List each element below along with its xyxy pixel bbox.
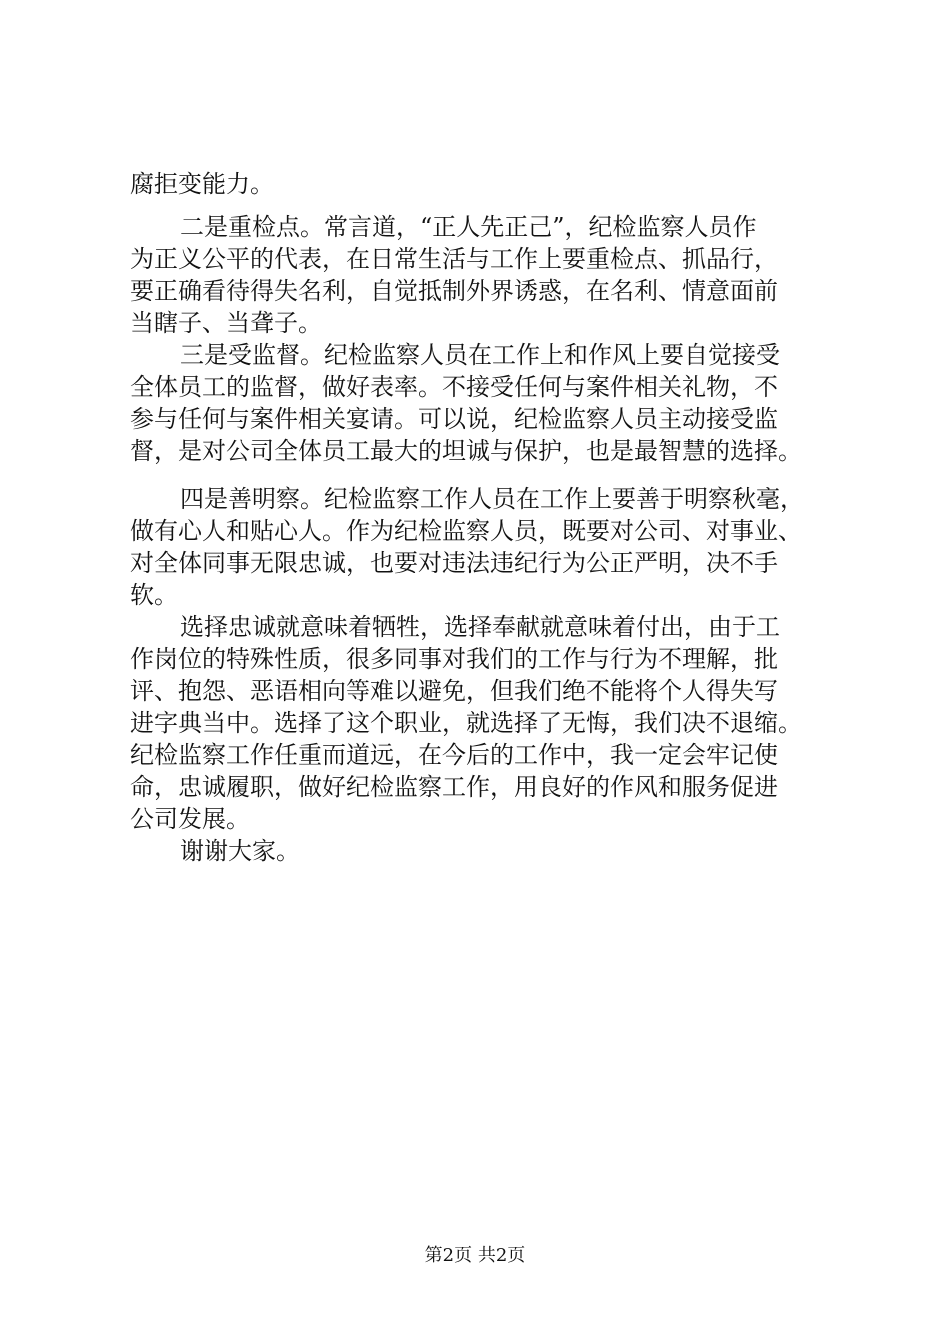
text-line: 做有心人和贴心人。作为纪检监察人员，既要对公司、对事业、 [130,517,802,545]
text-line: 参与任何与案件相关宴请。可以说，纪检监察人员主动接受监 [130,405,778,433]
text-line: 公司发展。 [130,805,250,833]
text-line: 进字典当中。选择了这个职业，就选择了无悔，我们决不退缩。 [130,709,802,737]
paragraph-3-line: 三是受监督。纪检监察人员在工作上和作风上要自觉接受 [180,341,780,369]
text-line: 对全体同事无限忠诚，也要对违法违纪行为公正严明，决不手 [130,549,778,577]
closing-line: 谢谢大家。 [180,837,300,865]
text-line: 软。 [130,581,178,609]
text-line: 为正义公平的代表，在日常生活与工作上要重检点、抓品行， [130,245,778,273]
text-line: 纪检监察工作任重而道远，在今后的工作中，我一定会牢记使 [130,741,778,769]
text-line: 作岗位的特殊性质，很多同事对我们的工作与行为不理解，批 [130,645,778,673]
paragraph-4-line: 四是善明察。纪检监察工作人员在工作上要善于明察秋毫， [180,485,804,513]
text-line: 腐拒变能力。 [130,170,274,198]
text-line: 当瞎子、当聋子。 [130,309,322,337]
paragraph-2-line: 二是重检点。常言道，“正人先正己”，纪检监察人员作 [180,213,757,241]
text-line: 督，是对公司全体员工最大的坦诚与保护，也是最智慧的选择。 [130,437,802,465]
paragraph-5-line: 选择忠诚就意味着牺牲，选择奉献就意味着付出，由于工 [180,613,780,641]
text-line: 要正确看待得失名利，自觉抵制外界诱惑，在名利、情意面前 [130,277,778,305]
text-line: 命，忠诚履职，做好纪检监察工作，用良好的作风和服务促进 [130,773,778,801]
text-line: 全体员工的监督，做好表率。不接受任何与案件相关礼物，不 [130,373,778,401]
text-line: 评、抱怨、恶语相向等难以避免，但我们绝不能将个人得失写 [130,677,778,705]
page-footer: 第2页 共2页 [424,1245,526,1266]
